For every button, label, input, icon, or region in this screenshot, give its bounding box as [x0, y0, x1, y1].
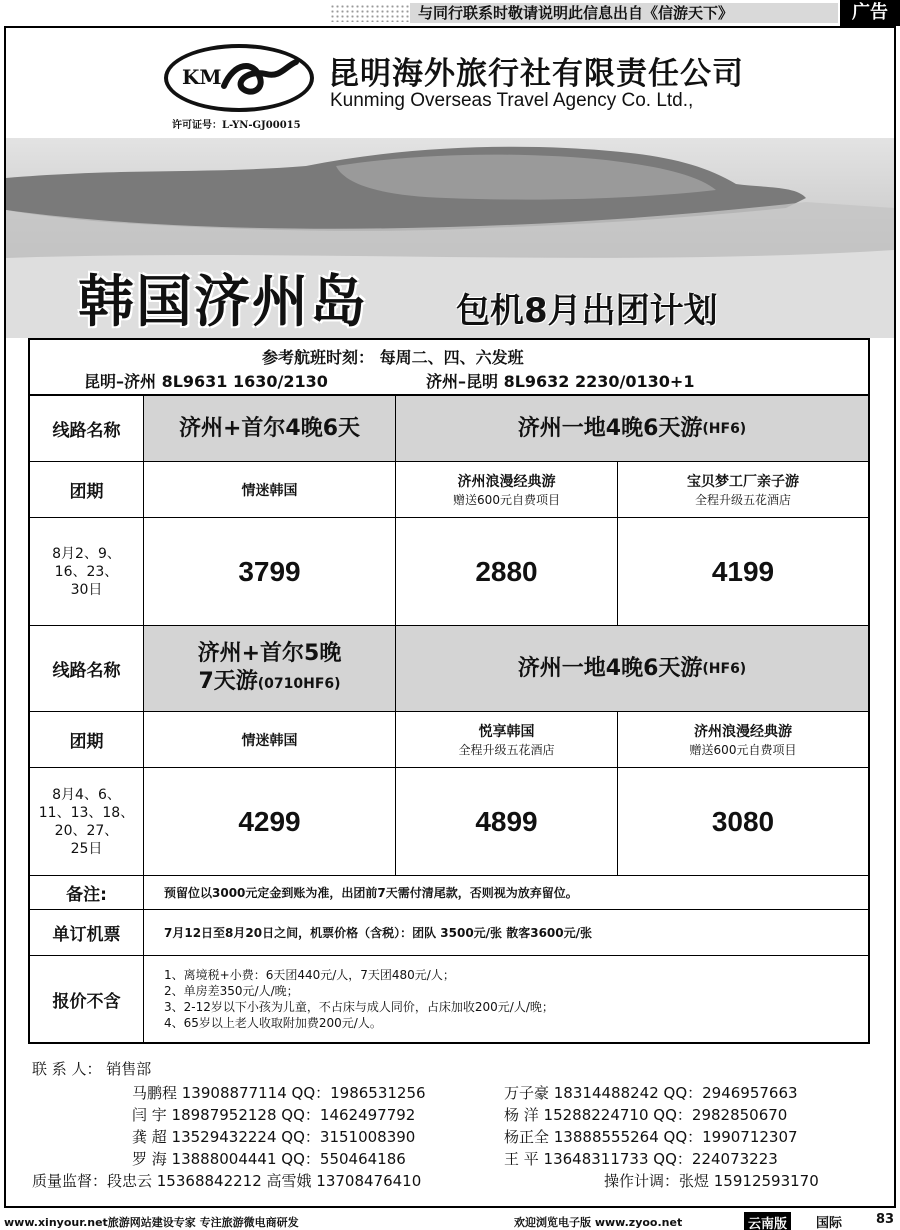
table-row — [30, 518, 868, 626]
exclusions-label: 报价不含 — [30, 956, 144, 1042]
route-title: 7天游 — [198, 668, 258, 694]
date-line: 16、23、 — [54, 563, 119, 580]
contact-line: 闫 宇 18987952128 QQ：1462497792 — [132, 1106, 416, 1124]
table-row — [30, 712, 868, 768]
package-cell — [618, 712, 868, 767]
headline-sub: 包机8月出团计划 — [456, 291, 718, 331]
price: 2880 — [396, 518, 618, 625]
route-code: (HF6) — [702, 660, 747, 677]
company-name-cn: 昆明海外旅行社有限责任公司 — [328, 56, 744, 92]
ticket-label: 单订机票 — [30, 910, 144, 955]
page-number: 83 — [876, 1212, 895, 1227]
contact-line: 马鹏程 13908877114 QQ：1986531256 — [132, 1084, 426, 1102]
exclusions-row — [30, 956, 868, 1042]
group-label: 团期 — [30, 462, 144, 517]
route-title: 济州+首尔5晚 — [197, 640, 342, 666]
footer-website: 欢迎浏览电子版 www.zyoo.net — [514, 1216, 683, 1229]
package-note: 赠送600元自费项目 — [453, 493, 560, 507]
flight-outbound: 昆明–济州 8L9631 1630/2130 — [84, 372, 328, 391]
route-code: (0710HF6) — [257, 675, 341, 692]
package-note: 赠送600元自费项目 — [689, 743, 797, 757]
contact-line: 万子豪 18314488242 QQ：2946957663 — [504, 1084, 798, 1102]
package-name: 情迷韩国 — [241, 732, 298, 749]
package-cell — [144, 712, 396, 767]
flight-schedule: 参考航班时刻： 每周二、四、六发班 — [262, 348, 524, 367]
company-name-en: Kunming Overseas Travel Agency Co. Ltd., — [330, 90, 694, 111]
company-header — [6, 28, 894, 138]
logo-text: KM — [182, 65, 222, 89]
package-name: 宝贝梦工厂亲子游 — [687, 474, 799, 490]
contact-line: 王 平 13648311733 QQ：224073223 — [504, 1150, 778, 1168]
route-code: (HF6) — [702, 420, 747, 437]
route-title: 济州一地4晚6天游 — [517, 415, 703, 441]
table-row — [30, 626, 868, 712]
package-name: 济州浪漫经典游 — [694, 724, 792, 740]
route-name — [396, 396, 868, 461]
table-row — [30, 768, 868, 876]
price: 3799 — [144, 518, 396, 625]
departure-dates — [30, 518, 144, 625]
contact-line: 龚 超 13529432224 QQ：3151008390 — [132, 1128, 416, 1146]
table-row — [30, 396, 868, 462]
date-line: 11、13、18、 — [38, 804, 135, 821]
remarks-row — [30, 876, 868, 910]
flight-info — [30, 340, 868, 396]
contact-line: 杨 洋 15288224710 QQ：2982850670 — [504, 1106, 788, 1124]
route-label: 线路名称 — [30, 626, 144, 711]
list-item: 1、离境税+小费：6天团440元/人，7天团480元/人； — [164, 968, 455, 982]
route-title: 济州一地4晚6天游 — [517, 655, 703, 681]
ticket-row — [30, 910, 868, 956]
price: 3080 — [711, 805, 775, 837]
ticket-text: 7月12日至8月20日之间，机票价格（含税）：团队 3500元/张 散客3600元/张 — [164, 926, 593, 940]
quality-supervision: 质量监督：段忠云 15368842212 高雪娥 13708476410 — [32, 1172, 422, 1190]
exclusions-list — [144, 956, 868, 1042]
contact-line: 罗 海 13888004441 QQ：550464186 — [132, 1150, 406, 1168]
price: 4299 — [144, 768, 396, 875]
date-line: 20、27、 — [54, 822, 119, 839]
dot-pattern — [330, 4, 410, 22]
departure-dates — [30, 768, 144, 875]
list-item: 4、65岁以上老人收取附加费200元/人。 — [164, 1016, 382, 1030]
operator-contact: 操作计调：张煜 15912593170 — [604, 1172, 819, 1190]
package-note: 全程升级五花酒店 — [458, 743, 555, 757]
logo-swoosh-icon — [220, 56, 300, 102]
group-label: 团期 — [30, 712, 144, 767]
flight-return: 济州–昆明 8L9632 2230/0130+1 — [426, 372, 695, 391]
contact-line: 杨正全 13888555264 QQ：1990712307 — [504, 1128, 798, 1146]
list-item: 2、单房差350元/人/晚； — [164, 984, 299, 998]
top-banner — [0, 0, 900, 26]
date-line: 30日 — [70, 581, 103, 598]
date-line: 25日 — [70, 840, 103, 857]
package-cell — [396, 462, 618, 517]
footer-left: www.xinyour.net旅游网站建设专家 专注旅游微电商研发 — [4, 1216, 299, 1229]
ad-tag: 广告 — [840, 0, 900, 26]
package-cell — [396, 712, 618, 767]
itinerary-table — [28, 338, 870, 1044]
date-line: 8月2、9、 — [52, 545, 121, 562]
route-name: 济州+首尔4晚6天 — [144, 396, 396, 461]
date-line: 8月4、6、 — [52, 786, 121, 803]
section-name: 国际 — [816, 1216, 843, 1230]
route-name — [144, 626, 396, 711]
remarks-label: 备注: — [30, 876, 144, 909]
package-name: 济州浪漫经典游 — [457, 474, 556, 490]
package-note: 全程升级五花酒店 — [694, 493, 791, 507]
package-name: 悦享韩国 — [478, 724, 535, 740]
package-cell — [144, 462, 396, 517]
company-logo — [164, 44, 314, 112]
package-cell — [618, 462, 868, 517]
edition-badge: 云南版 — [744, 1212, 791, 1230]
price: 4899 — [396, 768, 618, 875]
source-notice: 与同行联系时敬请说明此信息出自《信游天下》 — [410, 3, 838, 23]
page-footer — [0, 1212, 900, 1230]
license-number: 许可证号：L-YN-GJ00015 — [172, 120, 301, 131]
contacts-header: 联 系 人： 销售部 — [32, 1060, 152, 1078]
route-label: 线路名称 — [30, 396, 144, 461]
remarks-text: 预留位以3000元定金到账为准，出团前7天需付清尾款，否则视为放弃留位。 — [164, 886, 578, 900]
table-row — [30, 462, 868, 518]
price: 4199 — [711, 555, 775, 587]
package-name: 情迷韩国 — [241, 482, 298, 499]
headline-main: 韩国济州岛 — [78, 270, 368, 335]
list-item: 3、2-12岁以下小孩为儿童，不占床与成人同价，占床加收200元/人/晚； — [164, 1000, 554, 1014]
route-name — [396, 626, 868, 711]
